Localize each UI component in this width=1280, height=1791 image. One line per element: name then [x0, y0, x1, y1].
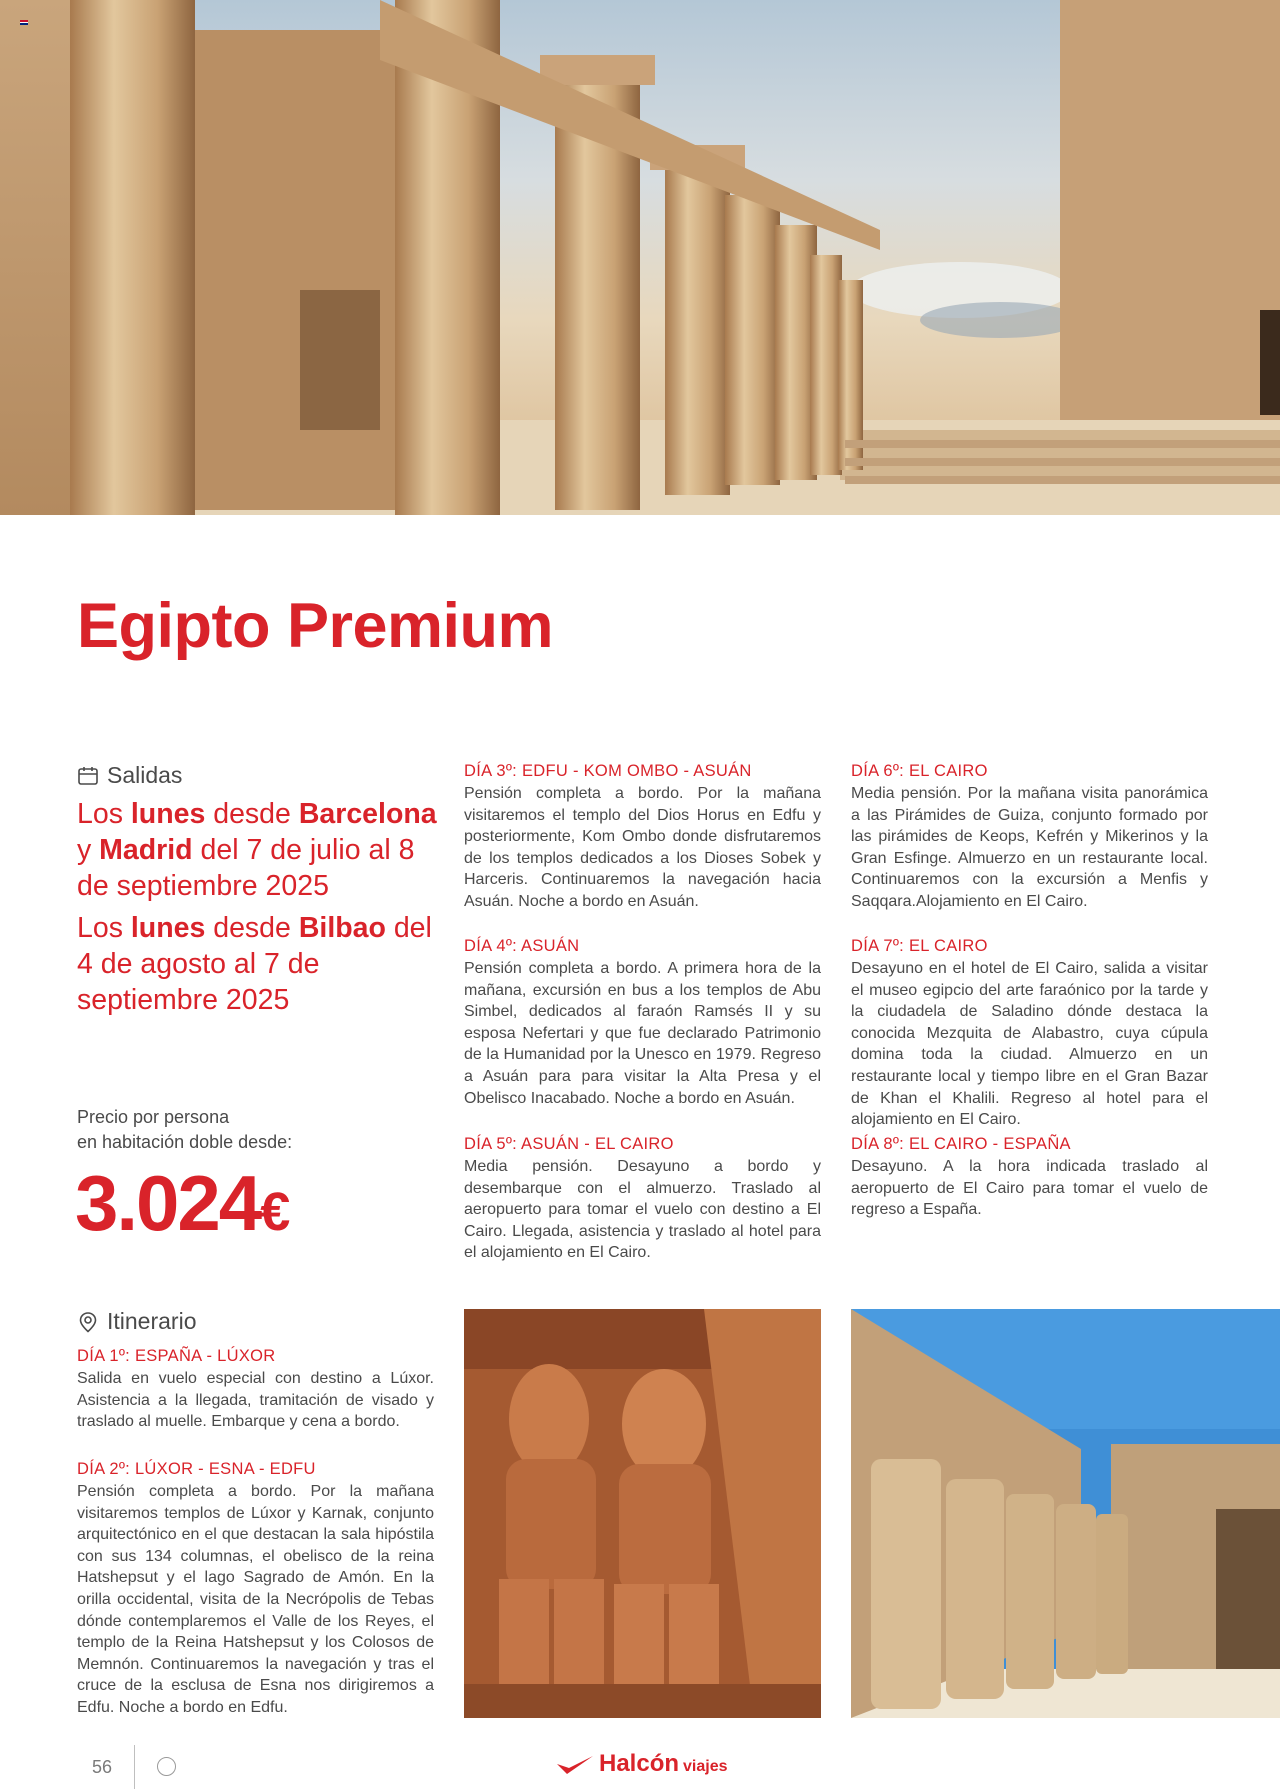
day-text: Pensión completa a bordo. Por la mañana visitaremos el templo del Dios Horus en Edfu y posteriormente, Kom Ombo donde disfrutaremos de los templos dedicados a los Dioses Sobek y Harceris. Continuaremos la navegación hacia Asuán. Noche a bordo en Asuán.: [464, 785, 821, 910]
day-text: Pensión completa a bordo. Por la mañana visitaremos templos de Lúxor y Karnak, conjunto arquitectónico en el que destacan la sala hipóstila con sus 134 columnas, el obelisco de la reina Hatshepsut y el lago Sagrado de Amón. En la orilla occidental, visita de la Necrópolis de Tebas dónde contemplaremos el Valle de los Reyes, el templo de la Reina Hatshepsut y los Colosos de Memnón. Continuaremos la navegación y tras el cruce de la esclusa de Esna nos dirigiremos a Edfu. Noche a bordo en Edfu.: [77, 1483, 434, 1716]
brand-logo: [555, 1750, 728, 1778]
day-4: [464, 935, 821, 1109]
dep-city-barcelona: Barcelona: [298, 798, 437, 830]
salidas-heading: [77, 762, 182, 789]
halcon-wing-icon: [555, 1754, 595, 1778]
circle-icon: [157, 1757, 176, 1776]
price-label-line1: Precio por persona: [77, 1107, 230, 1127]
day-1: [77, 1345, 434, 1433]
day-2: [77, 1458, 434, 1719]
dep-text: Los: [77, 798, 131, 830]
location-pin-icon: [77, 1311, 99, 1333]
day-6: [851, 760, 1208, 913]
day-text: Desayuno. A la hora indicada traslado al aeropuerto de El Cairo para tomar el vuelo de regreso a España.: [851, 1158, 1208, 1219]
day-title: DÍA 5º: ASUÁN - EL CAIRO: [464, 1135, 674, 1153]
page-title: Egipto Premium: [77, 591, 554, 661]
photo-osiris-pillars: [851, 1309, 1280, 1718]
dep-city-madrid: Madrid: [99, 834, 193, 866]
day-title: DÍA 1º: ESPAÑA - LÚXOR: [77, 1347, 276, 1365]
day-title: DÍA 2º: LÚXOR - ESNA - EDFU: [77, 1460, 316, 1478]
day-3: [464, 760, 821, 913]
footer-divider: [134, 1745, 135, 1789]
day-text: Salida en vuelo especial con destino a Lúxor. Asistencia a la llegada, tramitación de visado y traslado al muelle. Embarque y cena a bordo.: [77, 1370, 434, 1431]
departure-bilbao: [77, 910, 437, 1018]
price-currency: €: [260, 1182, 289, 1242]
day-5: [464, 1133, 821, 1264]
hero-photo-temple-columns: [0, 0, 1280, 515]
day-title: DÍA 4º: ASUÁN: [464, 937, 580, 955]
dep-city-bilbao: Bilbao: [298, 912, 386, 944]
page-number: 56: [92, 1757, 113, 1777]
photo-abu-simbel: [464, 1309, 821, 1718]
day-text: Media pensión. Desayuno a bordo y desembarque con el almuerzo. Traslado al aeropuerto para tomar el vuelo con destino a El Cairo. Llegada, asistencia y traslado al hotel para el alojamiento en El Cairo.: [464, 1158, 821, 1262]
day-text: Desayuno en el hotel de El Cairo, salida a visitar el museo egipcio del arte faraónico por la tarde y la ciudadela de Saladino dónde destaca la conocida Mezquita de Alabastro, cuya cúpula domina toda la ciudad. Almuerzo en un restaurante local y tiempo libre en el Gran Bazar de Khan el Khalili. Regreso al hotel para el alojamiento en El Cairo.: [851, 960, 1208, 1129]
day-text: Pensión completa a bordo. A primera hora de la mañana, excursión en bus a los templos de Abu Simbel, dedicados al faraón Ramsés II y su esposa Nefertari y que fue declarado Patrimonio de la Humanidad por la Unesco en 1979. Regreso a Asuán para para visitar la Alta Presa y el Obelisco Inacabado. Noche a bordo en Asuán.: [464, 960, 821, 1107]
day-text: Media pensión. Por la mañana visita panorámica a las Pirámides de Guiza, conjunto formado por las pirámides de Keops, Kefrén y Mikerinos y la Gran Esfinge. Almuerzo en un restaurante local. Continuaremos con la excursión a Menfis y Saqqara.Alojamiento en El Cairo.: [851, 785, 1208, 910]
dep-text: y: [77, 834, 100, 866]
dep-day: lunes: [130, 912, 206, 944]
osiris-pillars-illustration: [851, 1309, 1280, 1718]
dep-dates: del 4 de agosto al 7 de septiembre 2025: [77, 912, 432, 1016]
dep-text: desde: [205, 798, 299, 830]
price-amount: 3.024: [75, 1159, 261, 1247]
day-8: [851, 1133, 1208, 1221]
day-title: DÍA 7º: EL CAIRO: [851, 937, 988, 955]
dep-dates: del 7 de julio al 8 de septiembre 2025: [77, 834, 415, 902]
salidas-label: Salidas: [107, 762, 183, 788]
price-label-line2: en habitación doble desde:: [77, 1132, 293, 1152]
day-7: [851, 935, 1208, 1131]
calendar-icon: [77, 765, 99, 787]
brand-name: Halcón: [599, 1750, 680, 1777]
day-title: DÍA 3º: EDFU - KOM OMBO - ASUÁN: [464, 762, 752, 780]
dep-text: Los: [77, 912, 131, 944]
abu-simbel-illustration: [464, 1309, 821, 1718]
itinerario-label: Itinerario: [107, 1308, 197, 1334]
price-label: [77, 1105, 377, 1155]
day-title: DÍA 6º: EL CAIRO: [851, 762, 988, 780]
day-title: DÍA 8º: EL CAIRO - ESPAÑA: [851, 1135, 1071, 1153]
price-value: [75, 1158, 288, 1249]
departure-barcelona-madrid: [77, 796, 437, 904]
itinerario-heading: [77, 1308, 196, 1335]
brand-suffix: viajes: [683, 1758, 728, 1775]
hero-illustration: [0, 0, 1280, 515]
dep-text: desde: [205, 912, 299, 944]
flag-icon: [20, 20, 28, 25]
dep-day: lunes: [130, 798, 206, 830]
